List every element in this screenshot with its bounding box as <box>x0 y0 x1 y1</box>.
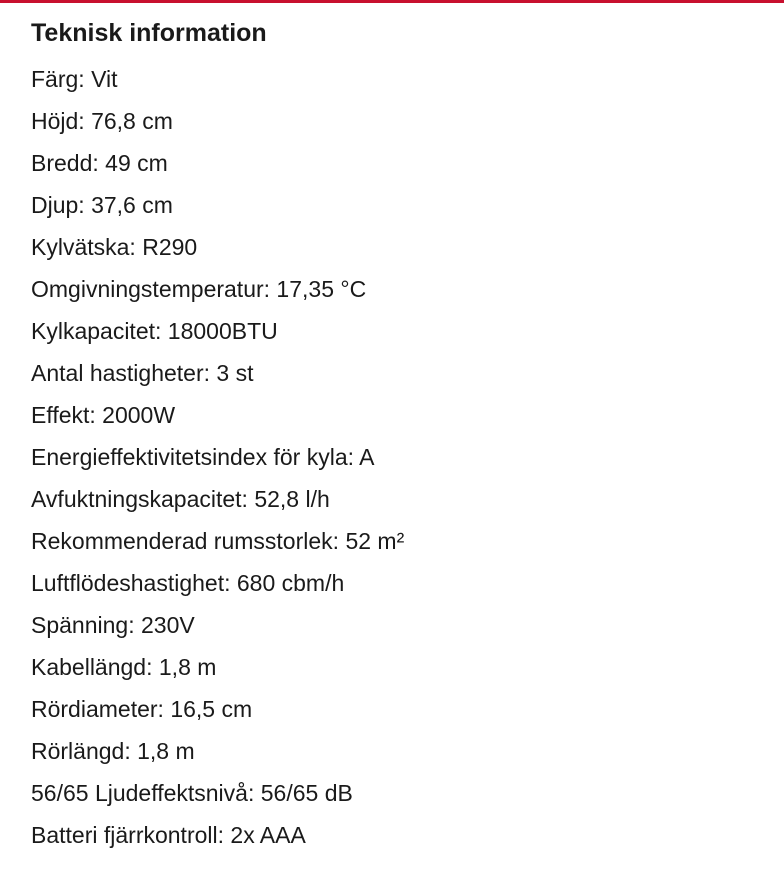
spec-remote-battery: Batteri fjärrkontroll: 2x AAA <box>31 822 306 848</box>
spec-depth: Djup: 37,6 cm <box>31 192 173 218</box>
section-heading: Teknisk information <box>31 19 267 47</box>
spec-cable-length: Kabellängd: 1,8 m <box>31 654 217 680</box>
spec-sound-power: 56/65 Ljudeffektsnivå: 56/65 dB <box>31 780 353 806</box>
top-accent-divider <box>0 0 784 3</box>
spec-color: Färg: Vit <box>31 66 118 92</box>
spec-width: Bredd: 49 cm <box>31 150 168 176</box>
spec-height: Höjd: 76,8 cm <box>31 108 173 134</box>
spec-ambient-temperature: Omgivningstemperatur: 17,35 °C <box>31 276 367 302</box>
spec-speed-count: Antal hastigheter: 3 st <box>31 360 254 386</box>
spec-energy-efficiency: Energieffektivitetsindex för kyla: A <box>31 444 375 470</box>
spec-pipe-diameter: Rördiameter: 16,5 cm <box>31 696 253 722</box>
spec-pipe-length: Rörlängd: 1,8 m <box>31 738 195 764</box>
spec-dehumidification: Avfuktningskapacitet: 52,8 l/h <box>31 486 330 512</box>
spec-list <box>31 58 764 856</box>
technical-information-section <box>31 16 764 856</box>
spec-power: Effekt: 2000W <box>31 402 176 428</box>
spec-airflow: Luftflödeshastighet: 680 cbm/h <box>31 570 345 596</box>
spec-room-size: Rekommenderad rumsstorlek: 52 m² <box>31 528 405 554</box>
spec-refrigerant: Kylvätska: R290 <box>31 234 198 260</box>
spec-voltage: Spänning: 230V <box>31 612 195 638</box>
spec-cooling-capacity: Kylkapacitet: 18000BTU <box>31 318 278 344</box>
